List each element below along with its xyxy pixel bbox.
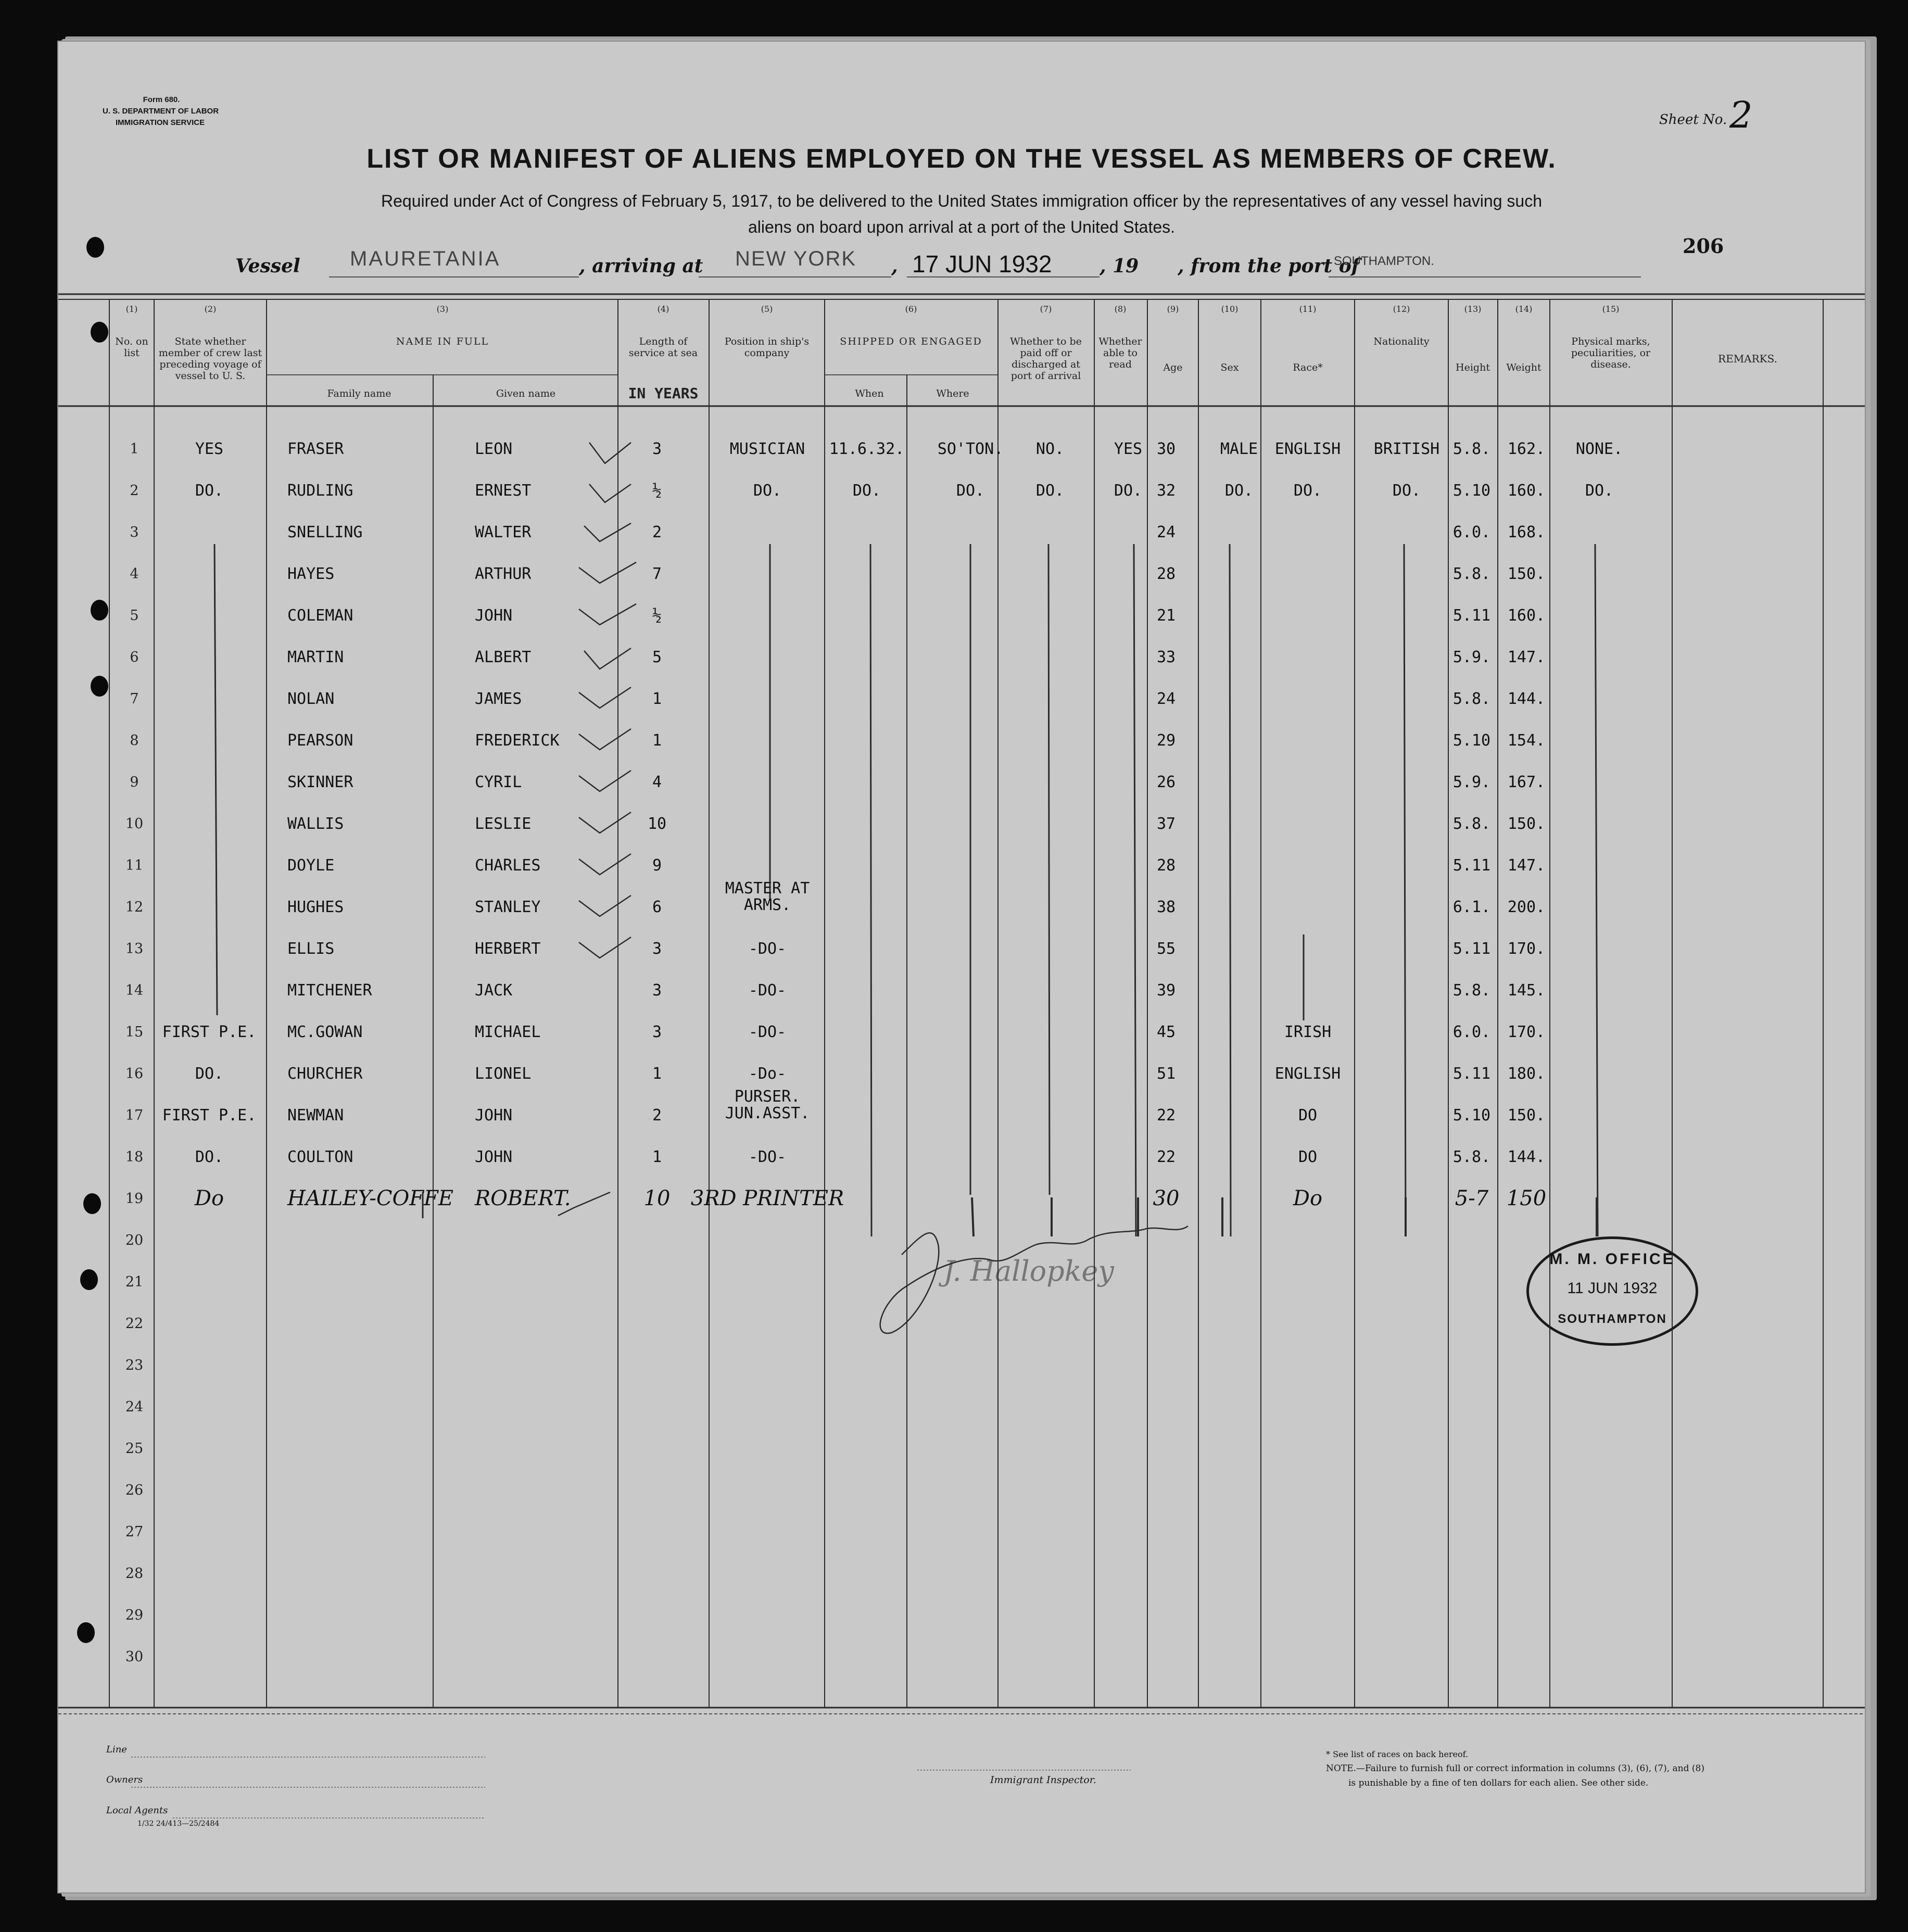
cell-weight: 160. bbox=[1507, 482, 1546, 500]
column-number: (4) bbox=[657, 304, 669, 314]
cell-marks: DO. bbox=[1585, 482, 1614, 500]
service-name: IMMIGRATION SERVICE bbox=[116, 118, 205, 127]
cell-marks: NONE. bbox=[1575, 440, 1623, 458]
cell-family: SKINNER bbox=[287, 773, 353, 791]
cell-given: ARTHUR bbox=[475, 565, 532, 583]
cell-age: 28 bbox=[1156, 565, 1176, 583]
column-header-7: Whether to be paid off or discharged at port of arrival bbox=[1010, 336, 1082, 382]
cell-sex: MALE bbox=[1220, 440, 1258, 458]
cell-weight: 147. bbox=[1507, 856, 1546, 875]
cell-age: 28 bbox=[1156, 856, 1176, 875]
column-header-8: Whether able to read bbox=[1098, 336, 1142, 370]
cell-age: 45 bbox=[1156, 1023, 1176, 1041]
cell-weight: 154. bbox=[1507, 731, 1546, 750]
cell-prev: Do bbox=[194, 1186, 224, 1210]
stamp-top-text: M. M. OFFICE bbox=[1549, 1251, 1675, 1268]
row-number: 12 bbox=[125, 899, 144, 915]
column-header-3: NAME IN FULL bbox=[396, 336, 489, 347]
column-number: (1) bbox=[125, 304, 138, 314]
cell-given: WALTER bbox=[475, 523, 532, 541]
row-number: 25 bbox=[125, 1441, 144, 1457]
year-label: , 19 bbox=[1100, 255, 1139, 277]
cell-service: 3 bbox=[652, 1023, 662, 1041]
cell-service: 3 bbox=[652, 440, 662, 458]
row-number: 24 bbox=[125, 1399, 144, 1415]
cell-given: ROBERT. bbox=[475, 1186, 571, 1210]
inspector-signature: J. Hallopkey bbox=[943, 1255, 1114, 1287]
cell-service: 1 bbox=[652, 1148, 662, 1166]
cell-race: ENGLISH bbox=[1274, 1065, 1341, 1083]
cell-given: LIONEL bbox=[475, 1065, 532, 1083]
cell-position: -DO- bbox=[748, 1148, 787, 1166]
column-number: (15) bbox=[1602, 304, 1620, 314]
cell-service: 3 bbox=[652, 981, 662, 1000]
cell-age: 51 bbox=[1156, 1065, 1176, 1083]
cell-family: PEARSON bbox=[287, 731, 353, 750]
races-note: * See list of races on back hereof. bbox=[1326, 1749, 1469, 1759]
cell-family: HAYES bbox=[287, 565, 335, 583]
cell-height: 6.0. bbox=[1452, 1023, 1491, 1041]
row-number: 18 bbox=[125, 1149, 144, 1165]
row-number: 16 bbox=[125, 1066, 144, 1082]
column-header-1: No. on list bbox=[115, 336, 148, 359]
cell-height: 5.10 bbox=[1452, 482, 1491, 500]
row-number: 2 bbox=[130, 483, 139, 499]
row-number: 23 bbox=[125, 1357, 144, 1373]
column-number: (14) bbox=[1515, 304, 1533, 314]
cell-age: 22 bbox=[1156, 1106, 1176, 1125]
cell-race: DO bbox=[1298, 1148, 1318, 1166]
cell-weight: 150. bbox=[1507, 815, 1546, 833]
cell-position: DO. bbox=[753, 482, 782, 500]
office-stamp bbox=[1526, 1236, 1698, 1346]
cell-age: 39 bbox=[1156, 981, 1176, 1000]
row-number: 11 bbox=[125, 857, 144, 874]
cell-height: 5.8. bbox=[1452, 1148, 1491, 1166]
cell-height: 6.0. bbox=[1452, 523, 1491, 541]
column-header-2: State whether member of crew last preceding voyage of vessel to U. S. bbox=[158, 336, 262, 382]
row-number: 5 bbox=[130, 608, 139, 624]
column-header-13: Height bbox=[1456, 362, 1490, 373]
row-number: 30 bbox=[125, 1649, 144, 1665]
cell-given: STANLEY bbox=[475, 898, 541, 916]
cell-service: ½ bbox=[652, 482, 662, 500]
cell-race: DO bbox=[1298, 1106, 1318, 1125]
failure-note: NOTE.—Failure to furnish full or correct information in columns (3), (6), (7), and (8) bbox=[1326, 1763, 1704, 1774]
cell-given: JOHN bbox=[475, 607, 513, 625]
cell-service: 6 bbox=[652, 898, 662, 916]
cell-prev: YES bbox=[195, 440, 224, 458]
cell-age: 30 bbox=[1153, 1186, 1180, 1210]
cell-given: JACK bbox=[475, 981, 513, 1000]
cell-weight: 168. bbox=[1507, 523, 1546, 541]
cell-weight: 170. bbox=[1507, 1023, 1546, 1041]
print-code: 1/32 24/413—25/2484 bbox=[137, 1820, 220, 1828]
column-subheader: Given name bbox=[496, 388, 556, 399]
column-number: (7) bbox=[1040, 304, 1052, 314]
cell-when: 11.6.32. bbox=[829, 440, 905, 458]
cell-position: -Do- bbox=[748, 1065, 787, 1083]
row-number: 15 bbox=[125, 1024, 144, 1040]
column-number: (9) bbox=[1167, 304, 1179, 314]
cell-weight: 147. bbox=[1507, 648, 1546, 666]
cell-family: ELLIS bbox=[287, 940, 335, 958]
row-number: 29 bbox=[125, 1607, 144, 1623]
cell-prev: DO. bbox=[195, 1148, 224, 1166]
cell-family: COLEMAN bbox=[287, 607, 353, 625]
row-number: 20 bbox=[125, 1232, 144, 1248]
vessel-name: MAURETANIA bbox=[350, 247, 501, 270]
cell-family: SNELLING bbox=[287, 523, 363, 541]
immigrant-inspector-label: Immigrant Inspector. bbox=[990, 1774, 1096, 1786]
cell-service: 10 bbox=[647, 815, 667, 833]
column-subheader: Where bbox=[936, 388, 969, 399]
cell-weight: 150. bbox=[1507, 565, 1546, 583]
cell-read: YES bbox=[1114, 440, 1143, 458]
cell-service: 1 bbox=[652, 731, 662, 750]
column-header-15: Physical marks, peculiarities, or disease. bbox=[1571, 336, 1651, 370]
cell-height: 5.11 bbox=[1452, 856, 1491, 875]
cell-family: RUDLING bbox=[287, 482, 353, 500]
cell-paid: NO. bbox=[1035, 440, 1065, 458]
cell-service: 7 bbox=[652, 565, 662, 583]
row-number: 26 bbox=[125, 1482, 144, 1498]
cell-height: 5.8. bbox=[1452, 440, 1491, 458]
row-number: 7 bbox=[130, 691, 139, 707]
cell-read: DO. bbox=[1114, 482, 1143, 500]
cell-given: ALBERT bbox=[475, 648, 532, 666]
comma: , bbox=[891, 255, 898, 277]
cell-height: 5.8. bbox=[1452, 981, 1491, 1000]
cell-prev: DO. bbox=[195, 1065, 224, 1083]
service-unit: IN YEARS bbox=[628, 385, 699, 402]
column-header-14: Weight bbox=[1506, 362, 1541, 373]
cell-where: DO. bbox=[956, 482, 985, 500]
manifest-grid bbox=[58, 42, 1865, 1892]
vessel-label: Vessel bbox=[235, 255, 300, 277]
cell-service: 2 bbox=[652, 1106, 662, 1125]
column-number: (2) bbox=[204, 304, 217, 314]
cell-age: 22 bbox=[1156, 1148, 1176, 1166]
cell-given: HERBERT bbox=[475, 940, 541, 958]
column-header-6: SHIPPED OR ENGAGED bbox=[840, 336, 982, 347]
row-number: 27 bbox=[125, 1524, 144, 1540]
arrival-date-stamp: 17 JUN 1932 bbox=[912, 250, 1052, 277]
cell-given: LESLIE bbox=[475, 815, 532, 833]
cell-family: NOLAN bbox=[287, 690, 335, 708]
cell-position: 3RD PRINTER bbox=[690, 1186, 844, 1210]
cell-weight: 167. bbox=[1507, 773, 1546, 791]
column-subheader: Family name bbox=[327, 388, 391, 399]
local-agents-label: Local Agents bbox=[106, 1805, 168, 1816]
cell-given: FREDERICK bbox=[475, 731, 560, 750]
cell-age: 37 bbox=[1156, 815, 1176, 833]
column-number: (5) bbox=[761, 304, 773, 314]
column-number: (13) bbox=[1464, 304, 1482, 314]
cell-weight: 150 bbox=[1506, 1186, 1547, 1210]
cell-age: 24 bbox=[1156, 523, 1176, 541]
cell-service: 10 bbox=[643, 1186, 671, 1210]
from-port: SOUTHAMPTON. bbox=[1334, 254, 1434, 268]
cell-paid: DO. bbox=[1035, 482, 1065, 500]
manifest-sheet bbox=[58, 42, 1865, 1892]
row-number: 13 bbox=[125, 941, 144, 957]
cell-weight: 144. bbox=[1507, 690, 1546, 708]
cell-family: CHURCHER bbox=[287, 1065, 363, 1083]
arrival-port: NEW YORK bbox=[735, 247, 857, 270]
row-number: 28 bbox=[125, 1565, 144, 1582]
cell-nat: BRITISH bbox=[1373, 440, 1440, 458]
page-number: 206 bbox=[1683, 234, 1724, 258]
cell-when: DO. bbox=[852, 482, 881, 500]
stamp-bottom-text: SOUTHAMPTON bbox=[1558, 1312, 1667, 1326]
cell-prev: FIRST P.E. bbox=[162, 1106, 257, 1125]
cell-service: 3 bbox=[652, 940, 662, 958]
subtitle-line-2: aliens on board upon arrival at a port of the United States. bbox=[748, 218, 1176, 236]
cell-given: LEON bbox=[475, 440, 513, 458]
column-number: (8) bbox=[1114, 304, 1127, 314]
column-number: (3) bbox=[436, 304, 449, 314]
sheet-label: Sheet No. bbox=[1659, 112, 1727, 128]
cell-weight: 170. bbox=[1507, 940, 1546, 958]
cell-weight: 180. bbox=[1507, 1065, 1546, 1083]
cell-height: 5.11 bbox=[1452, 1065, 1491, 1083]
cell-family: FRASER bbox=[287, 440, 344, 458]
cell-height: 5.8. bbox=[1452, 690, 1491, 708]
cell-height: 5.8. bbox=[1452, 565, 1491, 583]
cell-given: CYRIL bbox=[475, 773, 522, 791]
cell-age: 26 bbox=[1156, 773, 1176, 791]
stamp-date: 11 JUN 1932 bbox=[1567, 1280, 1658, 1297]
cell-height: 5.8. bbox=[1452, 815, 1491, 833]
cell-where: SO'TON. bbox=[937, 440, 1004, 458]
cell-service: 9 bbox=[652, 856, 662, 875]
row-number: 4 bbox=[130, 566, 139, 582]
column-header-5: Position in ship's company bbox=[724, 336, 810, 359]
cell-sex: DO. bbox=[1224, 482, 1254, 500]
arriving-label: , arriving at bbox=[579, 255, 703, 277]
column-number: (12) bbox=[1393, 304, 1410, 314]
cell-age: 33 bbox=[1156, 648, 1176, 666]
cell-age: 38 bbox=[1156, 898, 1176, 916]
cell-family: MITCHENER bbox=[287, 981, 372, 1000]
cell-weight: 162. bbox=[1507, 440, 1546, 458]
sheet-number: 2 bbox=[1729, 94, 1753, 136]
cell-position: PURSER. JUN.ASST. bbox=[725, 1088, 810, 1122]
row-number: 8 bbox=[130, 733, 139, 749]
subtitle-line-1: Required under Act of Congress of February 5, 1917, to be delivered to the United States immigration officer by the representatives of any vessel having such bbox=[381, 192, 1542, 210]
cell-position: -DO- bbox=[748, 1023, 787, 1041]
row-number: 1 bbox=[130, 441, 139, 457]
column-header-11: Race* bbox=[1293, 362, 1323, 373]
cell-race: IRISH bbox=[1284, 1023, 1332, 1041]
row-number: 10 bbox=[125, 816, 144, 832]
cell-position: -DO- bbox=[748, 981, 787, 1000]
cell-weight: 150. bbox=[1507, 1106, 1546, 1125]
cell-family: WALLIS bbox=[287, 815, 344, 833]
cell-height: 6.1. bbox=[1452, 898, 1491, 916]
cell-service: 4 bbox=[652, 773, 662, 791]
cell-position: -DO- bbox=[748, 940, 787, 958]
row-number: 22 bbox=[125, 1316, 144, 1332]
cell-service: 1 bbox=[652, 690, 662, 708]
cell-height: 5.10 bbox=[1452, 1106, 1491, 1125]
cell-weight: 160. bbox=[1507, 607, 1546, 625]
row-number: 3 bbox=[130, 524, 139, 540]
column-header-9: Age bbox=[1163, 362, 1183, 373]
cell-given: CHARLES bbox=[475, 856, 541, 875]
column-header-16: REMARKS. bbox=[1718, 352, 1777, 365]
row-number: 19 bbox=[125, 1191, 144, 1207]
cell-race: ENGLISH bbox=[1274, 440, 1341, 458]
page-title: LIST OR MANIFEST OF ALIENS EMPLOYED ON THE VESSEL AS MEMBERS OF CREW. bbox=[367, 144, 1557, 174]
row-number: 21 bbox=[125, 1274, 144, 1290]
column-subheader: When bbox=[855, 388, 884, 399]
from-port-label: , from the port of bbox=[1178, 255, 1360, 277]
cell-height: 5.9. bbox=[1452, 773, 1491, 791]
cell-given: ERNEST bbox=[475, 482, 532, 500]
column-number: (10) bbox=[1221, 304, 1239, 314]
line-label: Line bbox=[106, 1744, 127, 1755]
cell-family: HUGHES bbox=[287, 898, 344, 916]
cell-given: JOHN bbox=[475, 1148, 513, 1166]
cell-family: MC.GOWAN bbox=[287, 1023, 363, 1041]
column-header-4: Length of service at sea bbox=[628, 336, 698, 359]
column-number: (11) bbox=[1299, 304, 1317, 314]
owners-label: Owners bbox=[106, 1774, 143, 1785]
row-number: 17 bbox=[125, 1107, 144, 1123]
cell-height: 5.9. bbox=[1452, 648, 1491, 666]
cell-height: 5-7 bbox=[1455, 1186, 1489, 1210]
cell-weight: 200. bbox=[1507, 898, 1546, 916]
cell-race: Do bbox=[1293, 1186, 1323, 1210]
cell-given: MICHAEL bbox=[475, 1023, 541, 1041]
cell-prev: DO. bbox=[195, 482, 224, 500]
column-header-10: Sex bbox=[1220, 362, 1239, 373]
cell-given: JAMES bbox=[475, 690, 522, 708]
cell-service: 2 bbox=[652, 523, 662, 541]
cell-prev: FIRST P.E. bbox=[162, 1023, 257, 1041]
cell-position: MUSICIAN bbox=[729, 440, 805, 458]
cell-position: MASTER AT ARMS. bbox=[725, 879, 810, 914]
cell-height: 5.11 bbox=[1452, 940, 1491, 958]
cell-height: 5.11 bbox=[1452, 607, 1491, 625]
department-name: U. S. DEPARTMENT OF LABOR bbox=[103, 107, 219, 116]
cell-height: 5.10 bbox=[1452, 731, 1491, 750]
cell-age: 32 bbox=[1156, 482, 1176, 500]
row-number: 14 bbox=[125, 982, 144, 999]
cell-nat: DO. bbox=[1392, 482, 1421, 500]
cell-age: 30 bbox=[1156, 440, 1176, 458]
cell-age: 55 bbox=[1156, 940, 1176, 958]
form-number: Form 680. bbox=[143, 95, 180, 104]
cell-family: NEWMAN bbox=[287, 1106, 344, 1125]
cell-family: COULTON bbox=[287, 1148, 353, 1166]
cell-age: 24 bbox=[1156, 690, 1176, 708]
fine-note: is punishable by a fine of ten dollars for each alien. See other side. bbox=[1348, 1778, 1649, 1788]
cell-given: JOHN bbox=[475, 1106, 513, 1125]
cell-family: DOYLE bbox=[287, 856, 335, 875]
cell-age: 21 bbox=[1156, 607, 1176, 625]
cell-weight: 144. bbox=[1507, 1148, 1546, 1166]
cell-service: ½ bbox=[652, 607, 662, 625]
cell-family: MARTIN bbox=[287, 648, 344, 666]
cell-service: 5 bbox=[652, 648, 662, 666]
cell-service: 1 bbox=[652, 1065, 662, 1083]
cell-weight: 145. bbox=[1507, 981, 1546, 1000]
cell-family: HAILEY-COFFE bbox=[287, 1186, 453, 1210]
cell-race: DO. bbox=[1293, 482, 1322, 500]
cell-age: 29 bbox=[1156, 731, 1176, 750]
row-number: 9 bbox=[130, 774, 139, 790]
column-number: (6) bbox=[905, 304, 917, 314]
column-header-12: Nationality bbox=[1373, 336, 1430, 347]
row-number: 6 bbox=[130, 649, 139, 665]
